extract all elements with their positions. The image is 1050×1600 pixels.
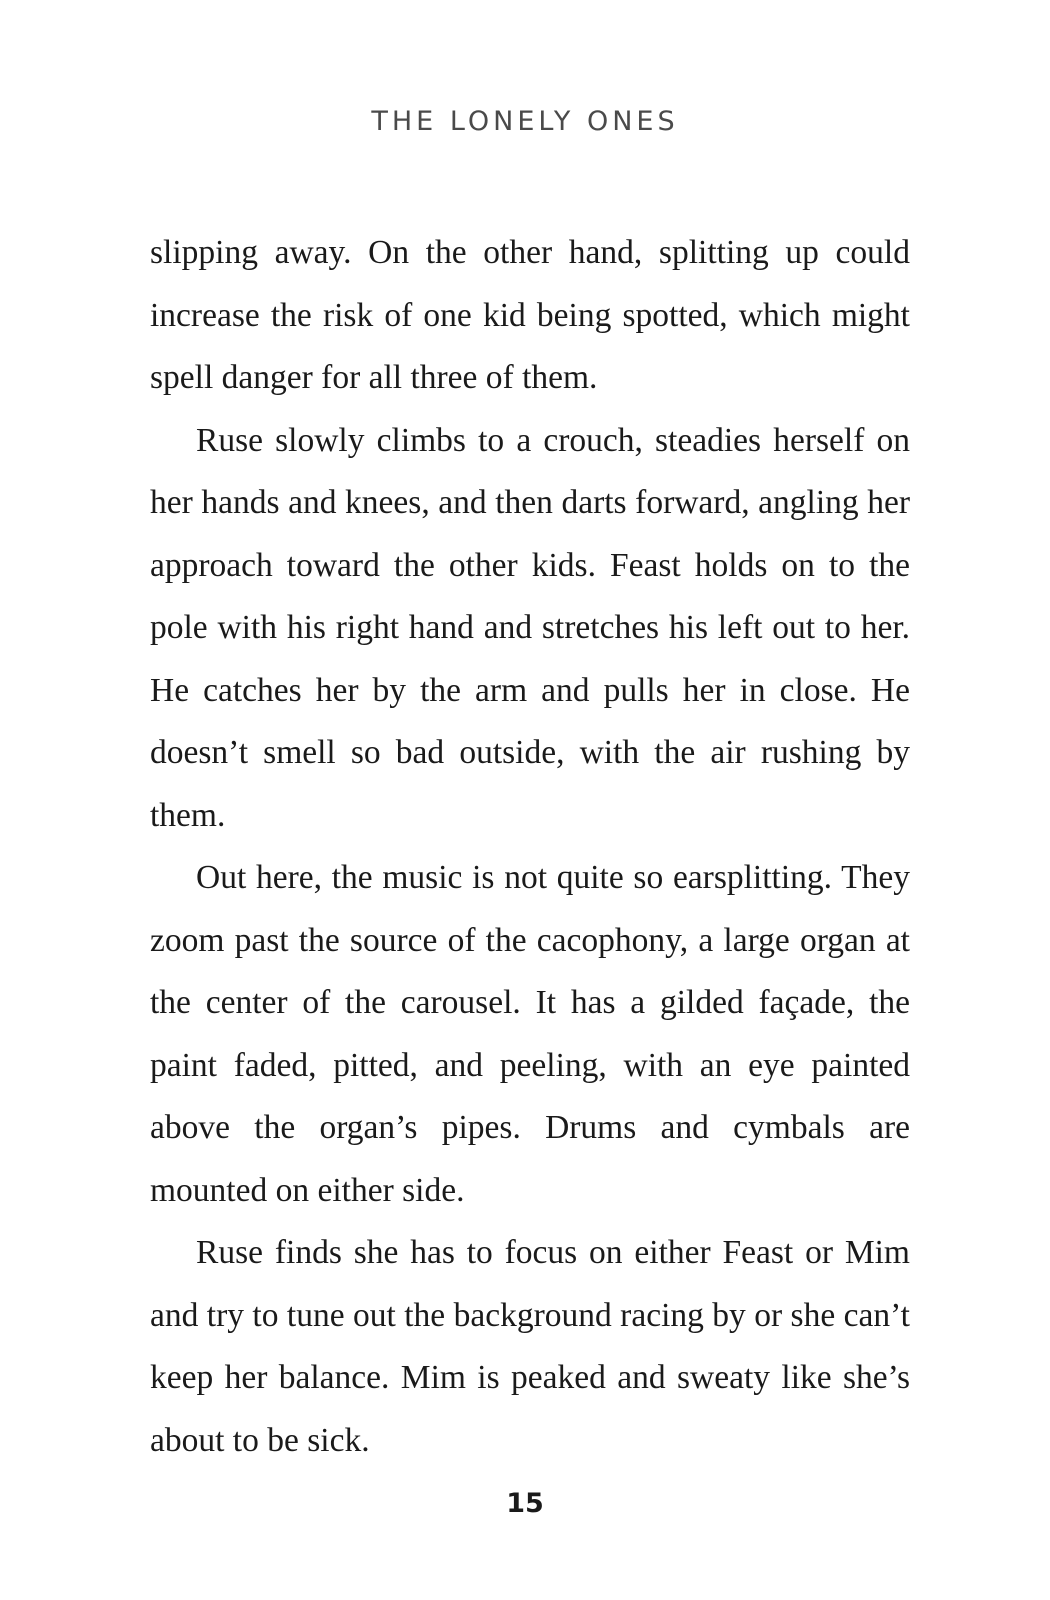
running-head-title: THE LONELY ONES xyxy=(371,106,679,137)
paragraph: Out here, the music is not quite so earsplitting. They zoom past the source of the cacophony, a large organ at the center of the carousel. It has a gilded façade, the paint faded, pitted, and peeling, with an eye painted above the organ’s pipes. Drums and cymbals are mounted on either side. xyxy=(150,859,910,1209)
paragraph: Ruse slowly climbs to a crouch, steadies herself on her hands and knees, and then darts forward, angling her approach toward the other kids. Feast holds on to the pole with his right hand and stretches his left out to her. He catches her by the arm and pulls her in close. He doesn’t smell so bad outside, with the air rushing by them. xyxy=(150,421,910,834)
body-text xyxy=(150,222,910,1472)
paragraph: slipping away. On the other hand, splitting up could increase the risk of one kid being spotted, which might spell danger for all three of them. xyxy=(150,234,910,396)
paragraph: Ruse finds she has to focus on either Feast or Mim and try to tune out the background racing by or she can’t keep her balance. Mim is peaked and sweaty like she’s about to be sick. xyxy=(150,1234,910,1459)
page-number: 15 xyxy=(506,1488,544,1519)
